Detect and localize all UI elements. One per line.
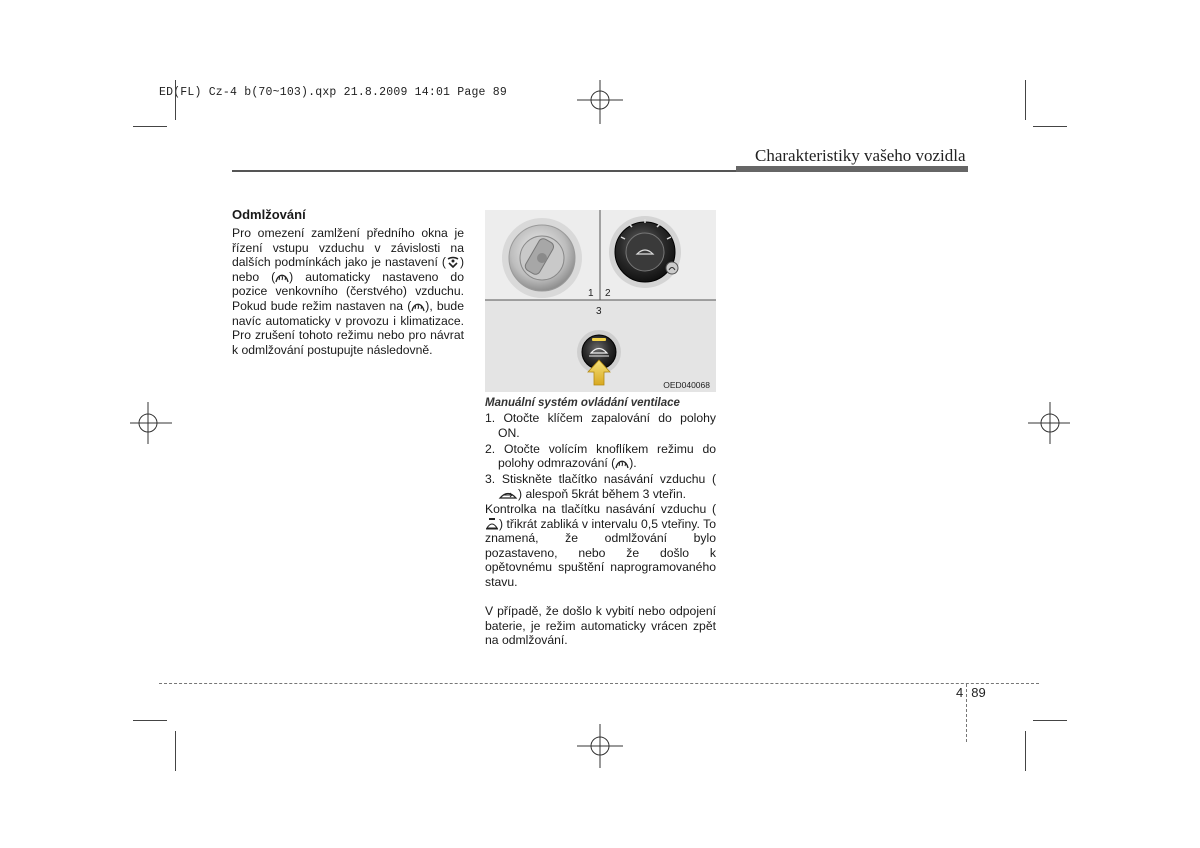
registration-mark-right [1026, 400, 1072, 446]
defrost-icon [275, 271, 289, 283]
header-rule-accent [736, 166, 968, 172]
registration-mark-top [575, 78, 625, 128]
chapter-number: 4 [956, 685, 964, 700]
figure-label-2: 2 [605, 288, 611, 299]
intake-indicator-icon [485, 517, 499, 530]
print-slug: ED(FL) Cz-4 b(70~103).qxp 21.8.2009 14:01 Page 89 [159, 86, 507, 99]
mode-selector-knob [609, 216, 681, 288]
figure-code: OED040068 [663, 380, 710, 390]
indicator-paragraph: Kontrolka na tlačítku nasávání vzduchu () třikrát zabliká v intervalu 0,5 vteřiny. To znamená, že odmlžování bylo pozastaveno, nebo že došlo k opětovnému spuštění naprogramovaného stavu. [485, 502, 716, 589]
list-item: 2. Otočte volícím knoflíkem režimu do polohy odmrazování ( ). [485, 441, 716, 471]
ignition-switch [502, 218, 582, 298]
footer-rule [159, 683, 1039, 684]
registration-mark-left [128, 400, 174, 446]
figure-label-3: 3 [596, 306, 602, 317]
climate-control-figure [485, 210, 716, 392]
section-title: Charakteristiky vašeho vozidla [755, 146, 966, 165]
figure-label-1: 1 [588, 288, 594, 299]
fresh-air-intake-icon [498, 489, 518, 500]
battery-paragraph: V případě, že došlo k vybití nebo odpojení baterie, je režim automaticky vrácen zpět na odmlžování. [485, 604, 716, 648]
registration-mark-bottom [575, 722, 625, 772]
steps-list [485, 411, 716, 503]
list-item: 1. Otočte klíčem zapalování do polohy ON. [485, 411, 717, 440]
list-item: 3. Stiskněte tlačítko nasávání vzduchu () alespoň 5krát během 3 vteřin. [485, 472, 717, 501]
figure-caption: Manuální systém ovládání ventilace [485, 397, 680, 409]
defrost-icon [615, 457, 629, 469]
figure-illustration [485, 210, 716, 392]
floor-defrost-mode-icon [446, 256, 460, 268]
intro-paragraph: Pro omezení zamlžení předního okna je řízení vstupu vzduchu v závislosti na dalších podmínkách jako je nastavení ( ) nebo ( ) automaticky nastaveno do pozice venkovního (čerstvého) vzduchu. Pokud bude režim nastaven na ( ), bude navíc automaticky v provozu i klimatizace. Pro zrušení tohoto režimu nebo pro návrat k odmlžování postupujte následovně. [232, 226, 464, 357]
defrost-icon [411, 300, 425, 312]
page-number [956, 685, 986, 700]
page-number-value: 89 [971, 685, 986, 700]
section-heading: Odmlžování [232, 207, 306, 222]
